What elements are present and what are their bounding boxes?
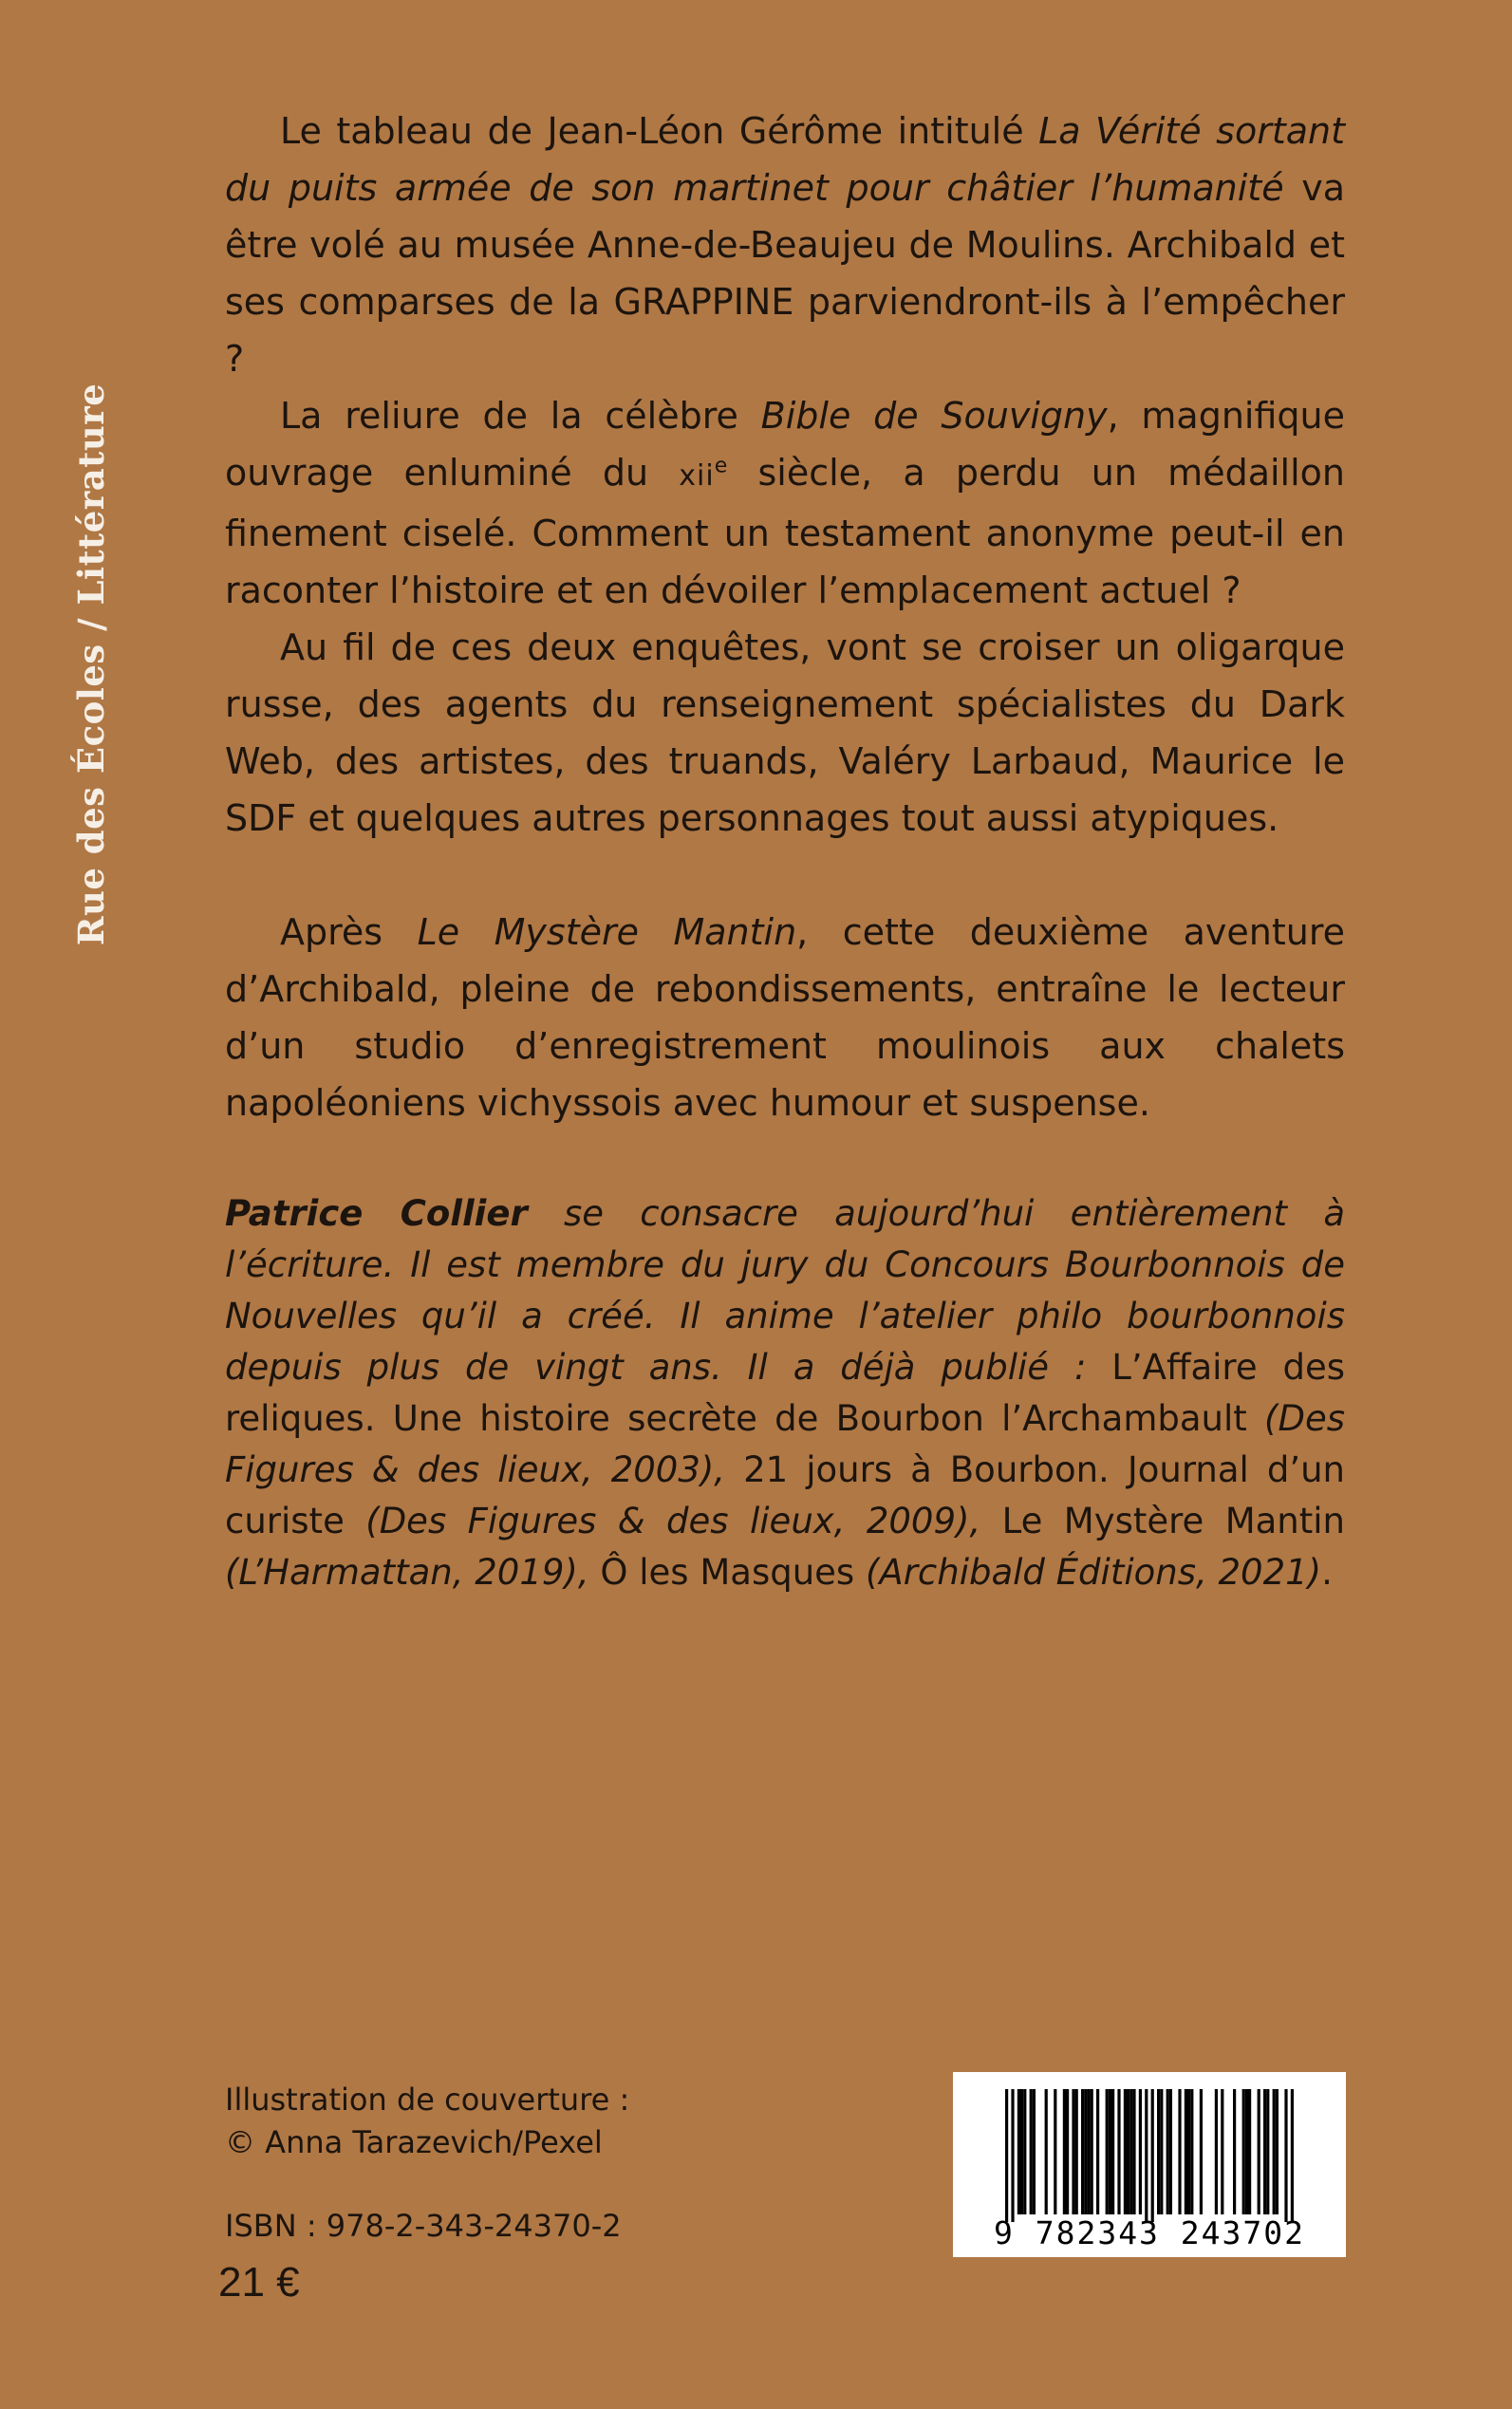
barcode-bar [1145, 2089, 1148, 2222]
barcode-bar [1129, 2089, 1132, 2214]
barcode-bar [1233, 2089, 1236, 2214]
barcode-bar [1185, 2089, 1187, 2214]
previous-book-title: Le Mystère Mantin [417, 911, 797, 953]
book-title: L’Affaire des reliques. Une histoire secrète de Bourbon l’Archambault [225, 1347, 1345, 1439]
barcode-bar [1005, 2089, 1008, 2222]
barcode-bar [1023, 2089, 1026, 2214]
book-title: Le Mystère Mantin [1001, 1501, 1345, 1541]
price: 21 € [218, 2259, 300, 2306]
barcode-bar [1248, 2089, 1251, 2214]
barcode-bar [1276, 2089, 1279, 2214]
blurb-paragraph-2: La reliure de la célèbre Bible de Souvigny, magnifique ouvrage enluminé du xii$^e$ siècle, a perdu un médaillon finement ciselé. Comment un testament anonyme peut-il en raconter l’histoire et en dévoiler l’emplacement actuel ? [225, 395, 1345, 611]
barcode [953, 2072, 1346, 2257]
book-title: 21 jours à Bourbon. Journal d’un curiste [225, 1449, 1345, 1541]
bible-title: Bible de Souvigny [760, 395, 1108, 437]
barcode-bar [1263, 2089, 1266, 2214]
barcode-bar [1139, 2089, 1142, 2214]
barcode-bar [1054, 2089, 1056, 2214]
barcode-bar [1017, 2089, 1020, 2214]
barcode-bar [1075, 2089, 1078, 2214]
barcode-bar [1124, 2089, 1127, 2214]
barcode-bar [1117, 2089, 1120, 2214]
barcode-bar [1011, 2089, 1014, 2222]
barcode-bar [1033, 2089, 1036, 2214]
barcode-bar [1190, 2089, 1193, 2214]
barcode-bar [1266, 2089, 1269, 2214]
series-title: Rue des Écoles / Littérature [70, 383, 112, 946]
blurb-paragraph-3: Au fil de ces deux enquêtes, vont se croiser un oligarque russe, des agents du renseignement spécialistes du Dark Web, des artistes, des truands, Valéry Larbaud, Maurice le SDF et quelques autres personnages tout aussi atypiques. [225, 626, 1345, 839]
author-bio: Patrice Collier se consacre aujourd’hui entièrement à l’écriture. Il est membre du jury du Concours Bourbonnois de Nouvelles qu’il a créé. Il anime l’atelier philo bourbonnois depuis plus de vingt ans. Il a déjà publié : L’Affaire des reliques. Une histoire secrète de Bourbon l’Archambault (Des Figures & des lieux, 2003), 21 jours à Bourbon. Journal d’un curiste (Des Figures & des lieux, 2009), Le Mystère Mantin (L’Harmattan, 2019), Ô les Masques (Archibald Éditions, 2021). [225, 1193, 1345, 1593]
barcode-bar [1187, 2089, 1190, 2214]
barcode-bar [1132, 2089, 1135, 2214]
painting-title: La Vérité sortant du puits armée de son martinet pour châtier l’humanité [225, 110, 1345, 209]
barcode-digits: 9 782343 243702 [993, 2214, 1305, 2251]
barcode-bar [1066, 2089, 1069, 2214]
barcode-bar [1111, 2089, 1114, 2214]
barcode-bar [1245, 2089, 1248, 2214]
barcode-bar [1091, 2089, 1093, 2214]
century-numeral: xii [679, 459, 715, 493]
barcode-bar [1020, 2089, 1023, 2214]
barcode-bar [1151, 2089, 1154, 2222]
barcode-bar [1242, 2089, 1245, 2214]
barcode-bar [1291, 2089, 1294, 2222]
barcode-bar [1221, 2089, 1223, 2214]
barcode-bar [1284, 2089, 1287, 2222]
barcode-bar [1045, 2089, 1048, 2214]
barcode-bar [1096, 2089, 1099, 2214]
barcode-bar [1258, 2089, 1260, 2214]
isbn: ISBN : 978-2-343-24370-2 [225, 2208, 622, 2244]
barcode-bar [1084, 2089, 1087, 2214]
barcode-bar [1109, 2089, 1111, 2214]
illustration-credit: Illustration de couverture : © Anna Tarazevich/Pexel [225, 2082, 630, 2160]
author-name: Patrice Collier [225, 1193, 528, 1234]
back-cover-text [225, 103, 1345, 1598]
barcode-bar [1106, 2089, 1109, 2214]
barcode-bar [1200, 2089, 1203, 2214]
barcode-bar [1072, 2089, 1074, 2214]
barcode-bar [1167, 2089, 1169, 2214]
barcode-bar [1215, 2089, 1218, 2214]
book-title: Ô les Masques [600, 1552, 855, 1593]
barcode-bar [1160, 2089, 1163, 2214]
blurb-paragraph-4: Après Le Mystère Mantin, cette deuxième aventure d’Archibald, pleine de rebondissements, entraîne le lecteur d’un studio d’enregistrement moulinois aux chalets napoléoniens vichyssois avec humour et suspense. [225, 911, 1345, 1124]
barcode-bar [1178, 2089, 1181, 2214]
barcode-bar [1063, 2089, 1066, 2214]
barcode-bar [1081, 2089, 1084, 2214]
barcode-bar [1273, 2089, 1276, 2214]
barcode-bar [1087, 2089, 1090, 2214]
blurb-paragraph-1: Le tableau de Jean-Léon Gérôme intitulé La Vérité sortant du puits armée de son martinet pour châtier l’humanité va être volé au musée Anne-de-Beaujeu de Moulins. Archibald et ses comparses de la GRAPPINE parviendront-ils à l’empêcher ? [225, 110, 1345, 380]
barcode-bar [1127, 2089, 1129, 2214]
barcode-bar [1030, 2089, 1033, 2214]
barcode-bar [1169, 2089, 1172, 2214]
barcode-bar [1157, 2089, 1160, 2214]
